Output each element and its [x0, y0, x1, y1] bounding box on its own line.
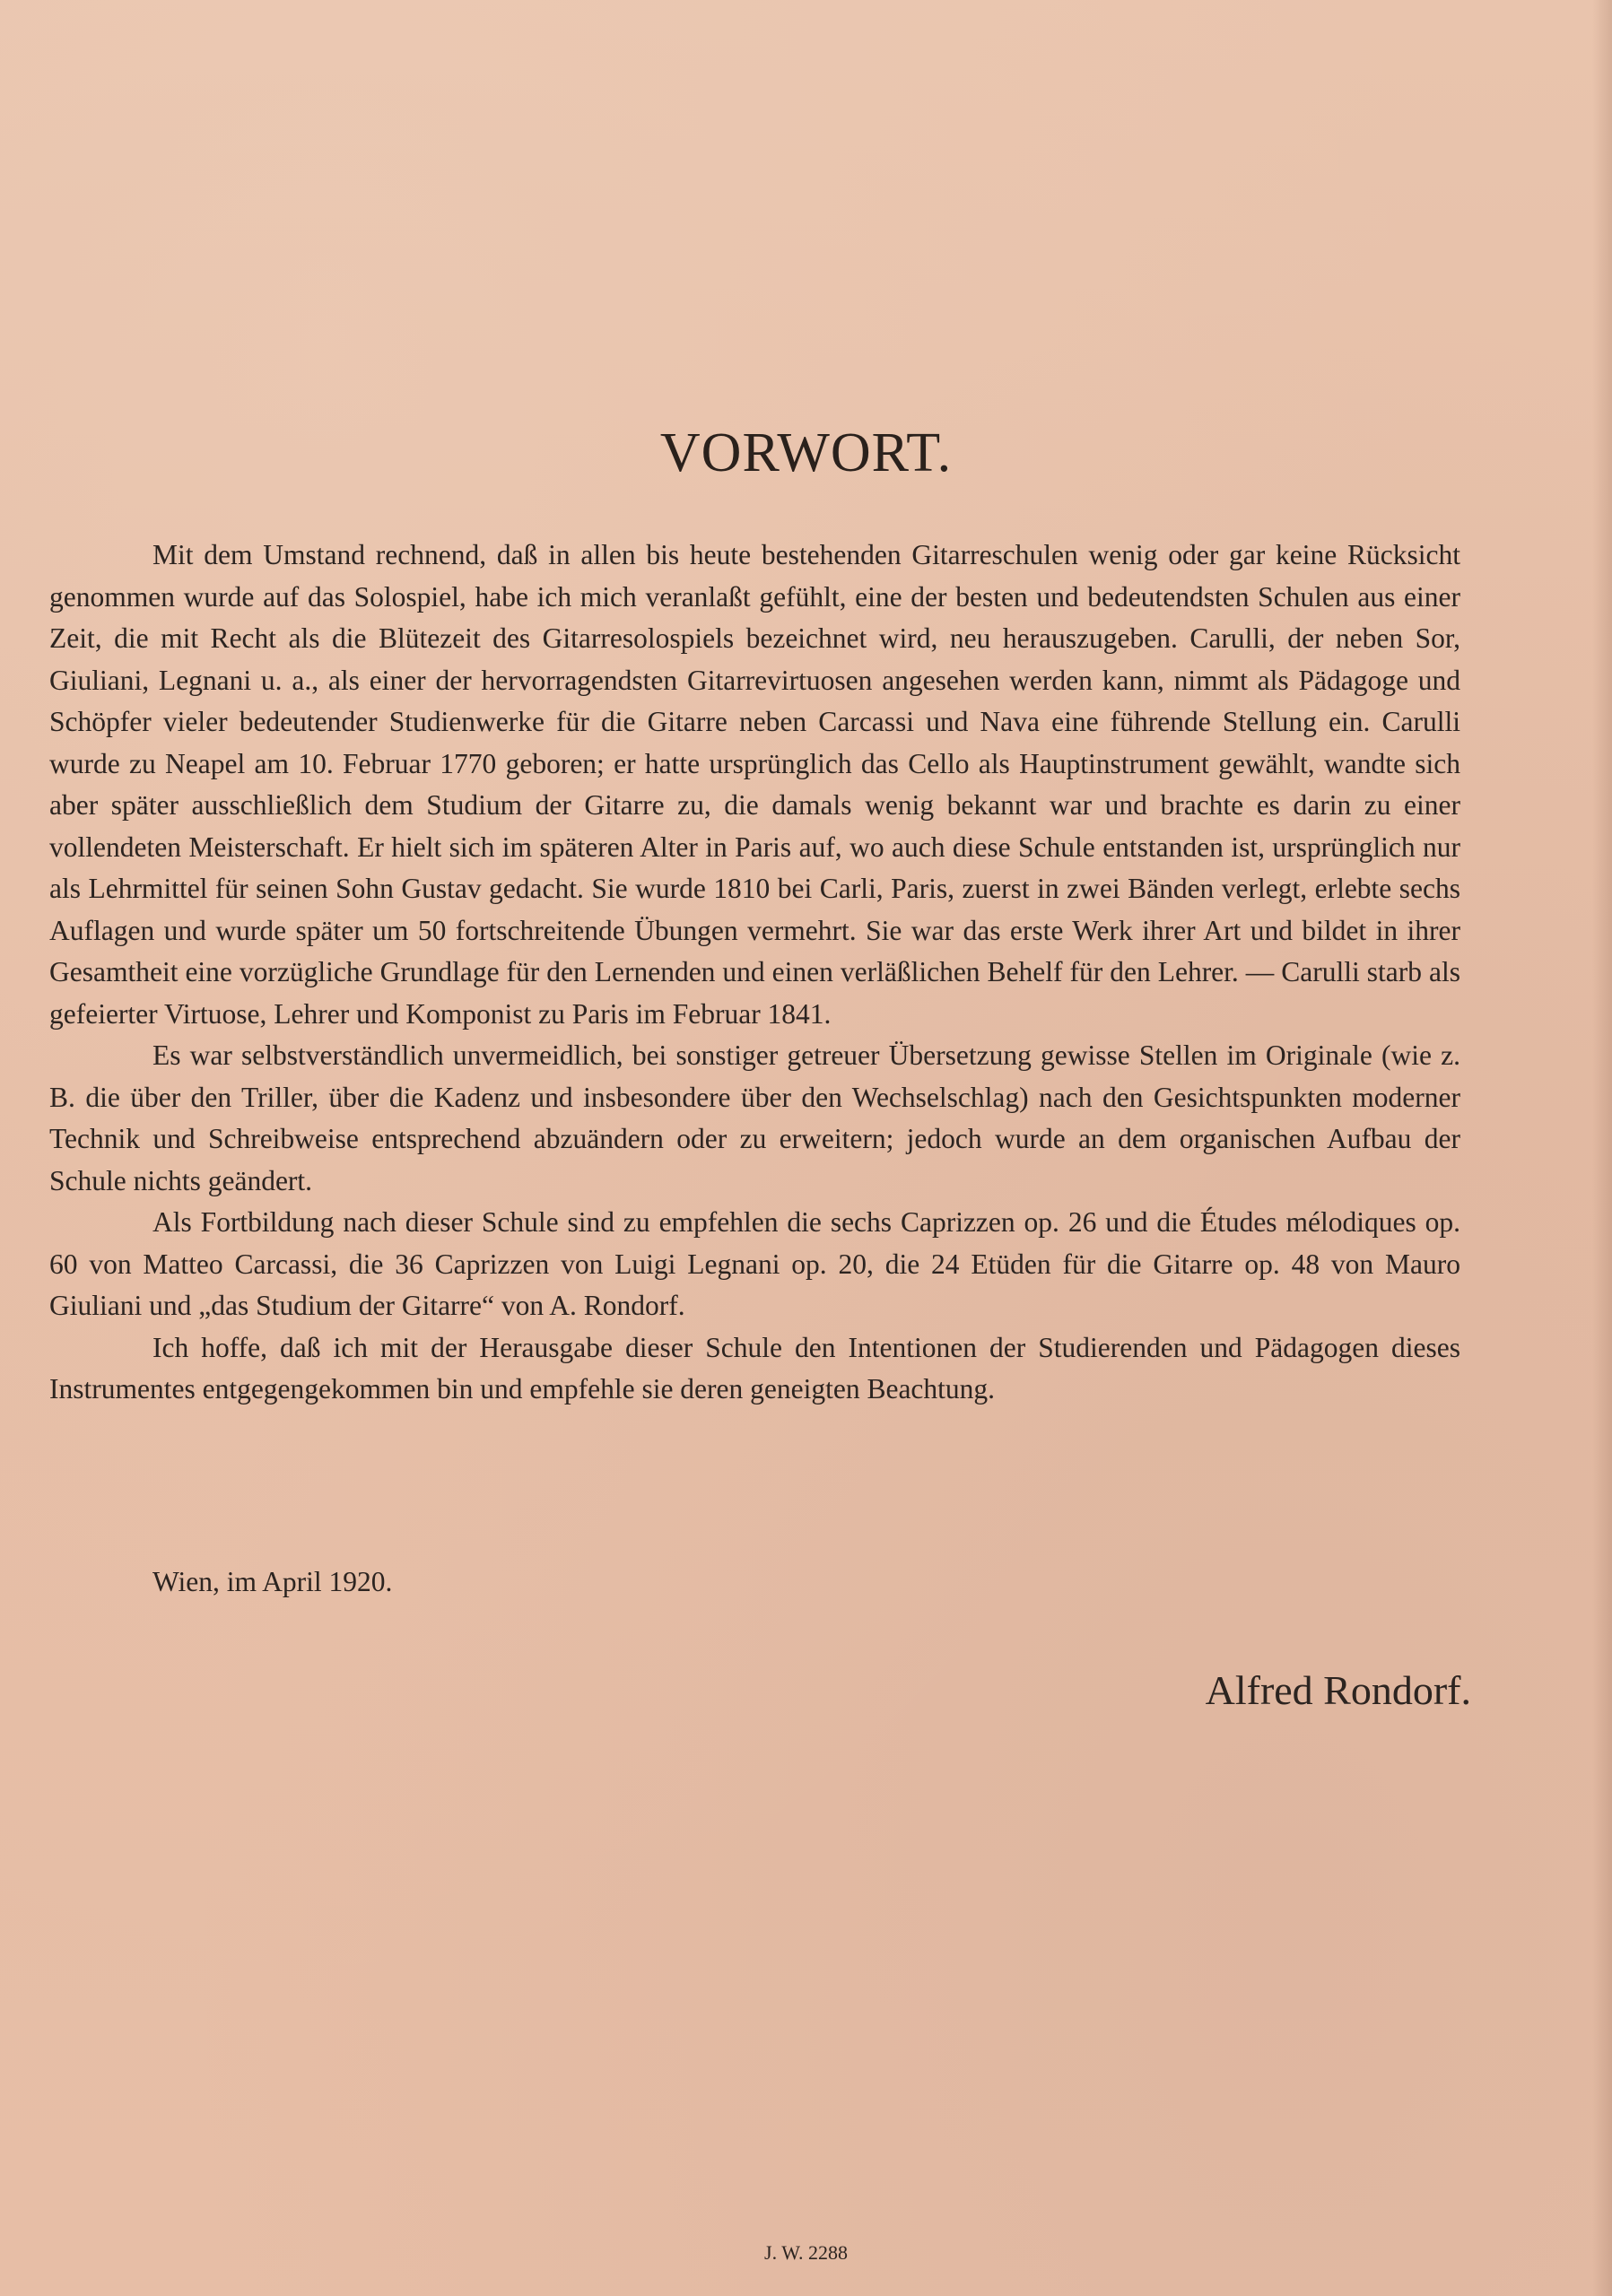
author-signature: Alfred Rondorf.	[1205, 1667, 1471, 1713]
paragraph-3: Als Fortbildung nach dieser Schule sind zu empfehlen die sechs Caprizzen op. 26 und die Études mélodiques op. 60 von Matteo Carcassi, die 36 Caprizzen von Luigi Legnani op. 20, die 24 Etüden für die Gitarre op. 48 von Mauro Giuliani und „das Studium der Gitarre“ von A. Rondorf.	[49, 1206, 1460, 1321]
paragraph-1: Mit dem Umstand rechnend, daß in allen bis heute bestehenden Gitarreschulen wenig oder gar keine Rücksicht genommen wurde auf das Solospiel, habe ich mich veranlaßt gefühlt, eine der besten und bedeutendsten Schulen aus einer Zeit, die mit Recht als die Blütezeit des Gitarresolospiels bezeichnet wird, neu herauszugeben. Carulli, der neben Sor, Giuliani, Legnani u. a., als einer der hervorragendsten Gitarrevirtuosen angesehen werden kann, nimmt als Pädagoge und Schöpfer vieler bedeutender Studienwerke für die Gitarre neben Carcassi und Nava eine führende Stellung ein. Carulli wurde zu Neapel am 10. Februar 1770 geboren; er hatte ursprünglich das Cello als Hauptinstrument gewählt, wandte sich aber später ausschließlich dem Studium der Gitarre zu, die damals wenig bekannt war und brachte es darin zu einer vollendeten Meisterschaft. Er hielt sich im späteren Alter in Paris auf, wo auch diese Schule entstanden ist, ursprünglich nur als Lehrmittel für seinen Sohn Gustav gedacht. Sie wurde 1810 bei Carli, Paris, zuerst in zwei Bänden verlegt, erlebte sechs Auflagen und wurde später um 50 fortschreitende Übungen vermehrt. Sie war das erste Werk ihrer Art und bildet in ihrer Gesamtheit eine vorzügliche Grundlage für den Lernenden und einen verläßlichen Behelf für den Lehrer. — Carulli starb als gefeierter Virtuose, Lehrer und Komponist zu Paris im Februar 1841.	[49, 539, 1460, 1030]
preface-body	[49, 535, 1460, 1411]
page-edge-shadow	[1592, 0, 1612, 2296]
page-title: VORWORT.	[659, 422, 953, 483]
paragraph-4: Ich hoffe, daß ich mit der Herausgabe dieser Schule den Intentionen der Studierenden und Pädagogen dieses Instrumentes entgegengekommen bin und empfehle sie deren geneigten Beachtung.	[49, 1331, 1460, 1405]
plate-number: J. W. 2288	[764, 2241, 848, 2264]
place-date: Wien, im April 1920.	[152, 1566, 393, 1597]
paragraph-2: Es war selbstverständlich unvermeidlich, bei sonstiger getreuer Übersetzung gewisse Stellen im Originale (wie z. B. die über den Triller, über die Kadenz und insbesondere über den Wechselschlag) nach den Gesichtspunkten moderner Technik und Schreibweise entsprechend abzuändern oder zu erweitern; jedoch wurde an dem organischen Aufbau der Schule nichts geändert.	[49, 1039, 1460, 1196]
